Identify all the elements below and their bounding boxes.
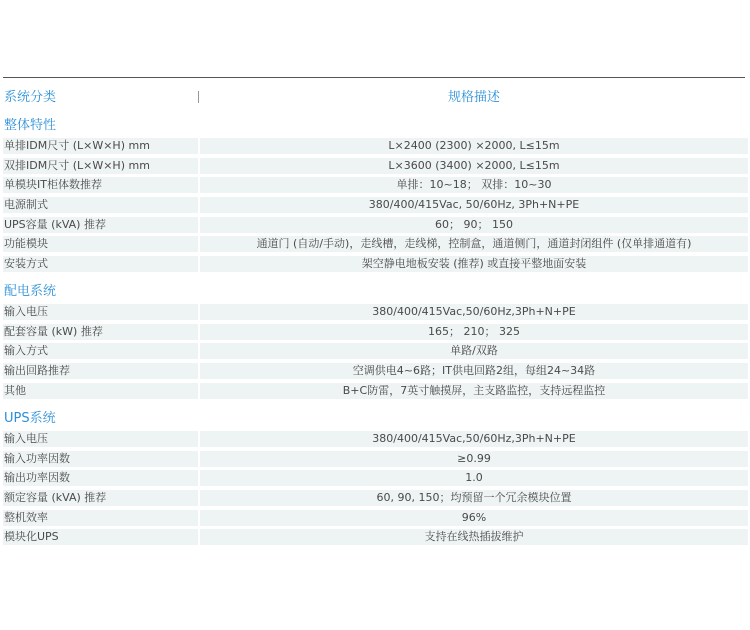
table-row (0, 177, 750, 193)
row-label: 输入电压 (3, 431, 198, 447)
row-value: 380/400/415Vac,50/60Hz,3Ph+N+PE (200, 431, 748, 447)
row-label: UPS容量 (kVA) 推荐 (3, 217, 198, 233)
top-divider (3, 77, 745, 78)
section-title: 配电系统 (4, 284, 57, 299)
row-value: 支持在线热插拔维护 (200, 529, 748, 545)
row-label: 配套容量 (kW) 推荐 (3, 324, 198, 340)
row-value: 96% (200, 510, 748, 526)
section-title: UPS系统 (4, 411, 56, 426)
row-value: 380/400/415Vac,50/60Hz,3Ph+N+PE (200, 304, 748, 320)
row-label: 双排IDM尺寸 (L×W×H) mm (3, 158, 198, 174)
table-row (0, 158, 750, 174)
row-value: L×3600 (3400) ×2000, L≤15m (200, 158, 748, 174)
row-value: 380/400/415Vac, 50/60Hz, 3Ph+N+PE (200, 197, 748, 213)
row-label: 电源制式 (3, 197, 198, 213)
table-row (0, 431, 750, 447)
row-label: 整机效率 (3, 510, 198, 526)
row-value: 165； 210； 325 (200, 324, 748, 340)
table-row (0, 470, 750, 486)
table-row (0, 256, 750, 272)
table-row (0, 138, 750, 154)
table-row (0, 236, 750, 252)
row-value: 空调供电4~6路；IT供电回路2组，每组24~34路 (200, 363, 748, 379)
row-value: 单排：10~18； 双排：10~30 (200, 177, 748, 193)
row-label: 功能模块 (3, 236, 198, 252)
row-label: 输入电压 (3, 304, 198, 320)
table-row (0, 510, 750, 526)
header-spec: 规格描述 (447, 90, 500, 105)
table-row (0, 324, 750, 340)
table-row (0, 490, 750, 506)
header-category: 系统分类 (4, 90, 57, 105)
row-value: 1.0 (200, 470, 748, 486)
row-label: 输入功率因数 (3, 451, 198, 467)
table-row (0, 197, 750, 213)
row-value: L×2400 (2300) ×2000, L≤15m (200, 138, 748, 154)
row-value: 60； 90； 150 (200, 217, 748, 233)
row-value: B+C防雷，7英寸触摸屏，主支路监控，支持远程监控 (200, 383, 748, 399)
row-label: 额定容量 (kVA) 推荐 (3, 490, 198, 506)
row-label: 其他 (3, 383, 198, 399)
table-row (0, 363, 750, 379)
row-label: 输入方式 (3, 343, 198, 359)
row-value: 架空静电地板安装 (推荐) 或直接平整地面安装 (200, 256, 748, 272)
row-label: 安装方式 (3, 256, 198, 272)
table-row (0, 217, 750, 233)
row-value: 单路/双路 (200, 343, 748, 359)
row-label: 输出回路推荐 (3, 363, 198, 379)
row-label: 模块化UPS (3, 529, 198, 545)
row-value: 60, 90, 150；均预留一个冗余模块位置 (200, 490, 748, 506)
table-row (0, 343, 750, 359)
row-label: 单排IDM尺寸 (L×W×H) mm (3, 138, 198, 154)
row-value: ≥0.99 (200, 451, 748, 467)
table-row (0, 451, 750, 467)
header-separator (198, 91, 199, 103)
table-row (0, 304, 750, 320)
section-title: 整体特性 (4, 118, 57, 133)
row-value: 通道门 (自动/手动)，走线槽，走线梯，控制盒，通道侧门，通道封闭组件 (仅单排通道有) (200, 236, 748, 252)
row-label: 输出功率因数 (3, 470, 198, 486)
row-label: 单模块IT柜体数推荐 (3, 177, 198, 193)
table-row (0, 529, 750, 545)
table-row (0, 383, 750, 399)
